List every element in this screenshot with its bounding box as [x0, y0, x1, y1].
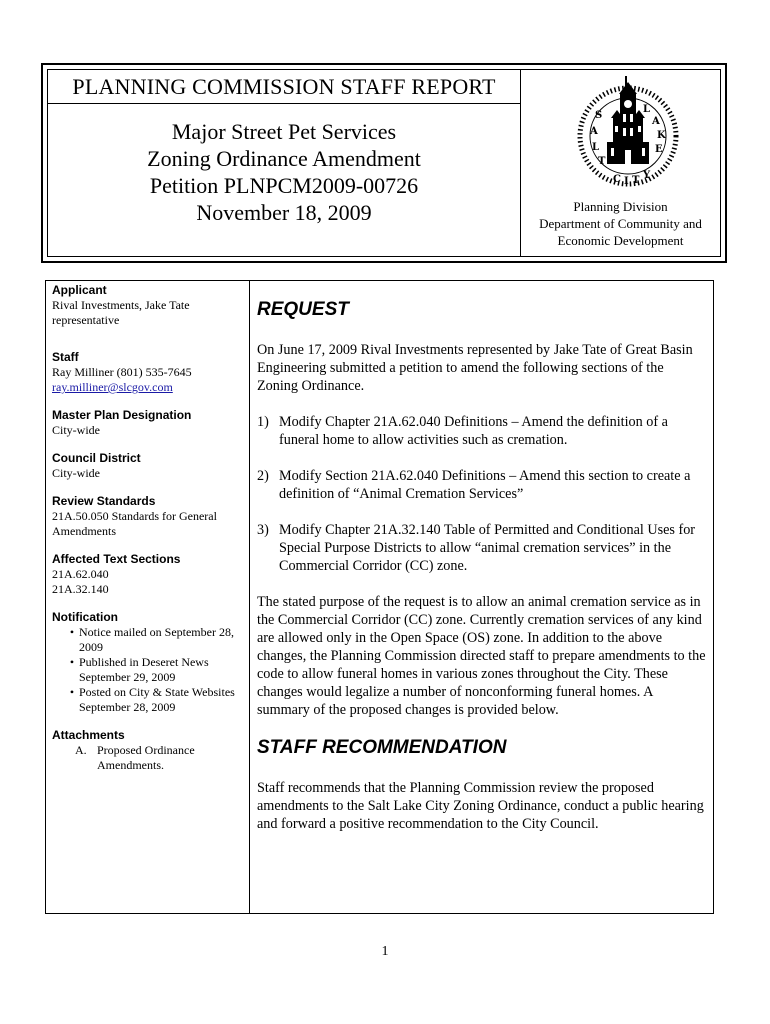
header-right-panel — [521, 70, 720, 256]
info-sidebar — [46, 281, 250, 913]
petition-date: November 18, 2009 — [196, 200, 372, 225]
svg-text:E: E — [655, 144, 663, 155]
petition-info — [48, 118, 520, 226]
svg-text:T: T — [598, 156, 606, 167]
notification-item: • Published in Deseret News September 29, 2009 — [52, 655, 243, 685]
department-name-line2: Economic Development — [557, 233, 684, 248]
applicant-heading: Applicant — [52, 283, 107, 297]
review-standards-line: 21A.50.050 Standards for General — [52, 509, 217, 523]
review-standards-line: Amendments — [52, 524, 116, 538]
request-item: 2) Modify Section 21A.62.040 Definitions – Amend this section to create a definition of “Animal Cremation Services” — [257, 468, 691, 502]
petition-type: Zoning Ordinance Amendment — [147, 146, 421, 171]
svg-text:L: L — [592, 142, 600, 153]
master-plan-heading: Master Plan Designation — [52, 408, 192, 422]
notification-list — [52, 625, 243, 715]
affected-section: 21A.62.040 — [52, 567, 109, 581]
report-body — [45, 280, 714, 914]
svg-text:Y: Y — [643, 170, 651, 181]
attachment-item: A. Proposed Ordinance Amendments. — [75, 743, 195, 772]
page-number: 1 — [381, 944, 389, 959]
request-heading: REQUEST — [257, 299, 349, 320]
affected-section: 21A.32.140 — [52, 582, 109, 596]
request-item: 3) Modify Chapter 21A.32.140 Table of Permitted and Conditional Uses for Special Purpose Districts to allow “animal cremation services” in the Commercial Corridor (CC) zone. — [257, 522, 696, 574]
header-left-panel — [48, 70, 521, 256]
svg-text:A: A — [590, 126, 598, 137]
svg-text:A: A — [652, 116, 660, 127]
review-standards-heading: Review Standards — [52, 494, 156, 508]
report-header-inner — [47, 69, 721, 257]
applicant-line: Rival Investments, Jake Tate — [52, 298, 190, 312]
purpose-paragraph: The stated purpose of the request is to allow an animal cremation service as in the Commercial Corridor (CC) zone. Currently cremation services of any kind are allowed only in the Open Space (OS) zone. In addition to the above changes, the Planning Commission directed staff to prepare amendments to the code to allow funeral homes in various zones throughout the City. These changes would legalize a number of nonconforming funeral homes. A summary of the proposed changes is provided below. — [257, 594, 706, 718]
report-title: PLANNING COMMISSION STAFF REPORT — [48, 70, 520, 104]
svg-text:C: C — [613, 174, 621, 185]
planning-division-info — [521, 198, 720, 249]
staff-recommendation-heading: STAFF RECOMMENDATION — [257, 737, 507, 758]
staff-email-link[interactable]: ray.milliner@slcgov.com — [52, 380, 173, 394]
request-item: 1) Modify Chapter 21A.62.040 Definitions – Amend the definition of a funeral home to allow activities such as cremation. — [257, 414, 668, 448]
attachments-heading: Attachments — [52, 728, 125, 742]
request-intro: On June 17, 2009 Rival Investments represented by Jake Tate of Great Basin Engineering submitted a petition to amend the following sections of the Zoning Ordinance. — [257, 342, 693, 394]
staff-contact: Ray Milliner (801) 535-7645 — [52, 365, 192, 379]
staff-heading: Staff — [52, 350, 79, 364]
salt-lake-city-seal-logo — [573, 72, 683, 192]
svg-text:S: S — [595, 110, 603, 121]
main-content — [251, 281, 713, 913]
svg-text:L: L — [643, 104, 651, 115]
notification-item: • Notice mailed on September 28, 2009 — [52, 625, 243, 655]
department-name-line1: Department of Community and — [539, 216, 702, 231]
master-plan-value: City-wide — [52, 423, 100, 437]
petition-number: Petition PLNPCM2009-00726 — [149, 173, 419, 198]
svg-text:K: K — [657, 130, 666, 141]
council-district-value: City-wide — [52, 466, 100, 480]
affected-sections-heading: Affected Text Sections — [52, 552, 181, 566]
notification-heading: Notification — [52, 610, 118, 624]
attachments-list — [52, 743, 243, 773]
council-district-heading: Council District — [52, 451, 141, 465]
svg-text:T: T — [632, 175, 640, 186]
division-name: Planning Division — [573, 199, 668, 214]
svg-text:I: I — [624, 176, 629, 187]
petition-name: Major Street Pet Services — [171, 119, 397, 144]
report-header — [41, 63, 727, 263]
notification-item: • Posted on City & State Websites September 28, 2009 — [52, 685, 243, 715]
applicant-line: representative — [52, 313, 120, 327]
staff-recommendation-text: Staff recommends that the Planning Commission review the proposed amendments to the Salt Lake City Zoning Ordinance, conduct a public hearing and forward a positive recommendation to the City Council. — [257, 780, 704, 832]
